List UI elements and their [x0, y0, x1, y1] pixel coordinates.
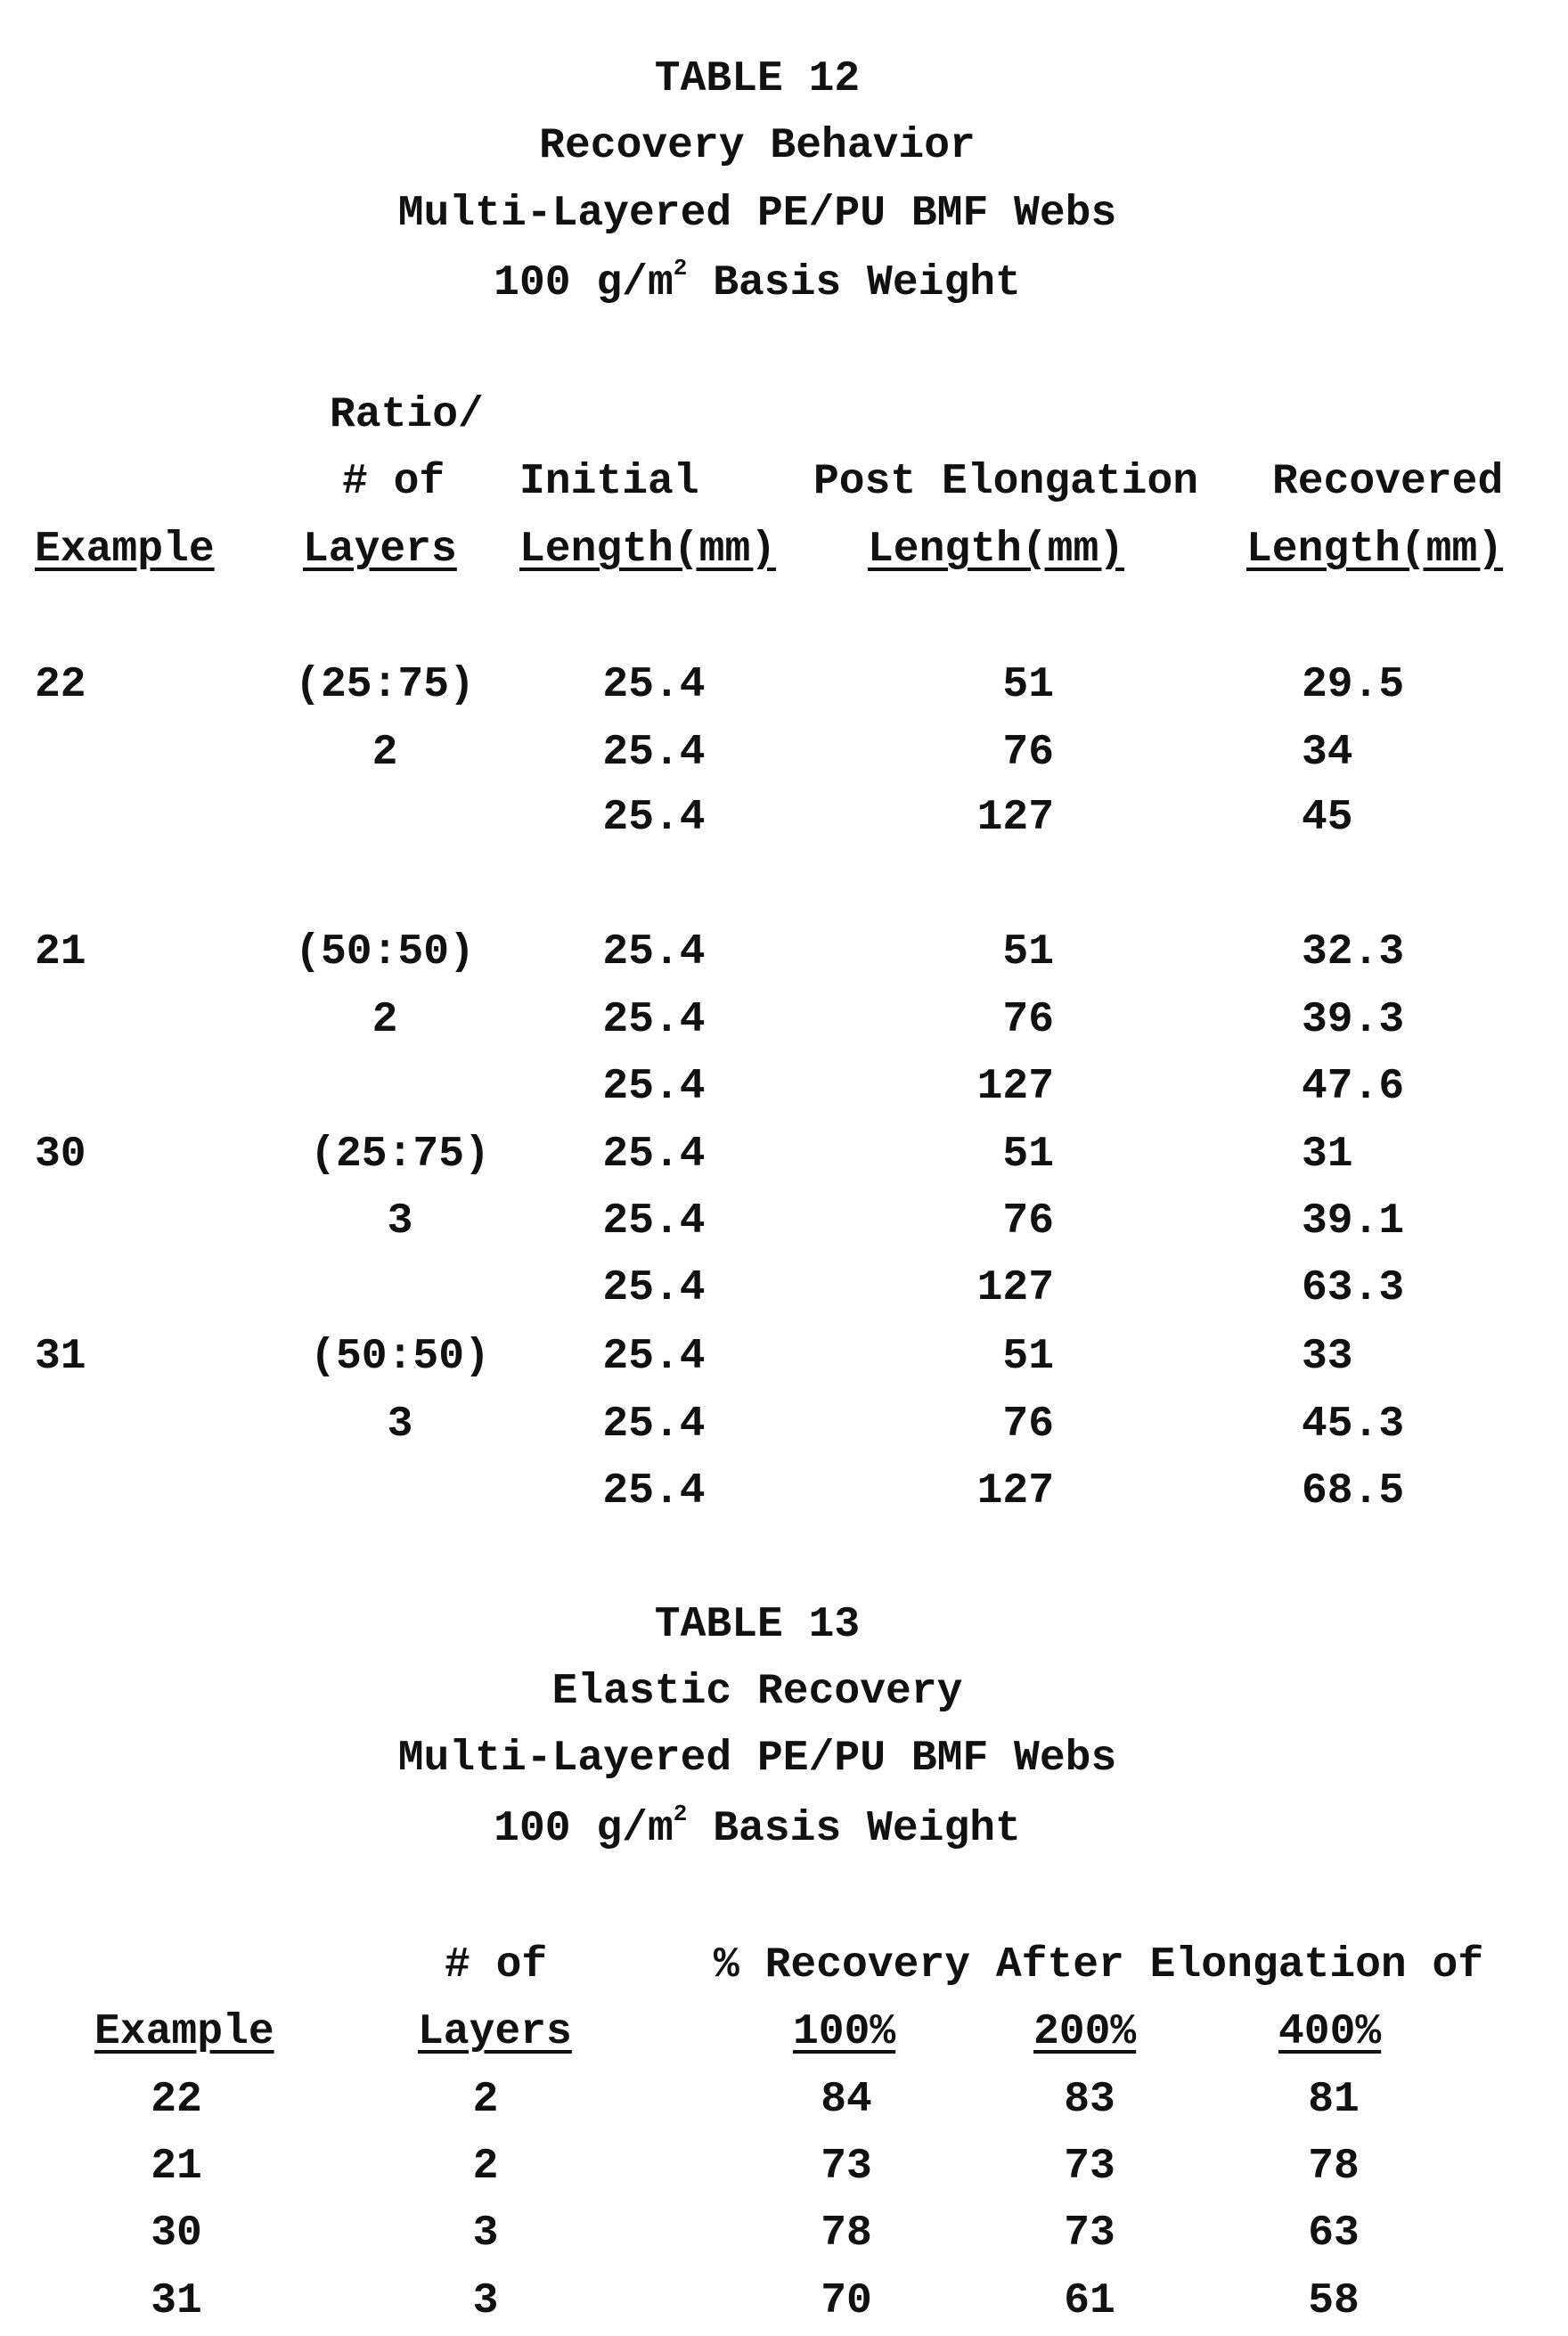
cell-initial-length: 25.4 [602, 664, 705, 707]
cell-example: 21 [35, 931, 86, 974]
basis-prefix: 100 g/m [494, 1805, 674, 1853]
cell-recovered-length: 68.5 [1302, 1470, 1404, 1513]
cell-recovered-length: 39.3 [1302, 999, 1404, 1041]
cell-recovered-length: 32.3 [1302, 931, 1404, 974]
cell-layers: 3 [473, 2280, 499, 2323]
cell-initial-length: 25.4 [602, 1066, 705, 1108]
col-header-200: 200% [1033, 2011, 1136, 2054]
table13-basis-weight [494, 1802, 1021, 1850]
col-header-recovered-length: Length(mm) [1246, 528, 1503, 571]
cell-post-elongation-length: 76 [1002, 1200, 1054, 1243]
cell-recovery-100: 70 [821, 2280, 872, 2323]
cell-recovered-length: 45.3 [1302, 1403, 1404, 1446]
col-header-example: Example [35, 528, 215, 571]
cell-recovered-length: 34 [1302, 731, 1353, 774]
table13-subtitle: Elastic Recovery [552, 1670, 963, 1713]
cell-post-elongation-length: 76 [1002, 999, 1054, 1041]
col-header-layers-of: # of [445, 1944, 547, 1987]
col-header-100: 100% [793, 2011, 895, 2054]
cell-ratio-layers: 2 [372, 731, 398, 774]
col-header-400: 400% [1278, 2011, 1381, 2054]
cell-initial-length: 25.4 [602, 1267, 705, 1310]
cell-recovery-200: 73 [1064, 2212, 1115, 2255]
col-header-recovery-group: % Recovery After Elongation of [714, 1944, 1483, 1987]
cell-initial-length: 25.4 [602, 1403, 705, 1446]
cell-recovered-length: 33 [1302, 1335, 1353, 1378]
table12-subtitle-material: Multi-Layered PE/PU BMF Webs [398, 192, 1117, 235]
cell-initial-length: 25.4 [602, 931, 705, 974]
cell-post-elongation-length: 76 [1002, 1403, 1054, 1446]
basis-prefix: 100 g/m [494, 259, 674, 307]
cell-recovery-200: 73 [1064, 2145, 1115, 2188]
basis-suffix: Basis Weight [687, 1805, 1020, 1853]
col-header-post-length: Length(mm) [868, 528, 1124, 571]
cell-recovered-length: 63.3 [1302, 1267, 1404, 1310]
cell-ratio-layers: (25:75) [310, 1133, 490, 1176]
cell-initial-length: 25.4 [602, 999, 705, 1041]
cell-example: 30 [35, 1133, 86, 1176]
col-header-post-elongation: Post Elongation [813, 461, 1198, 503]
table12-subtitle: Recovery Behavior [539, 125, 976, 167]
cell-post-elongation-length: 127 [977, 1267, 1054, 1310]
col-header-example: Example [94, 2011, 274, 2054]
table12-basis-weight [494, 257, 1021, 305]
cell-initial-length: 25.4 [602, 731, 705, 774]
cell-initial-length: 25.4 [602, 1200, 705, 1243]
cell-example: 30 [151, 2212, 202, 2255]
cell-example: 22 [35, 664, 86, 707]
cell-example: 21 [151, 2145, 202, 2188]
cell-recovery-100: 78 [821, 2212, 872, 2255]
cell-recovery-200: 61 [1064, 2280, 1115, 2323]
table13-subtitle-material: Multi-Layered PE/PU BMF Webs [398, 1737, 1117, 1780]
cell-example: 31 [35, 1335, 86, 1378]
col-header-initial-length: Length(mm) [519, 528, 776, 571]
cell-initial-length: 25.4 [602, 796, 705, 839]
cell-ratio-layers: 3 [388, 1403, 413, 1446]
cell-initial-length: 25.4 [602, 1335, 705, 1378]
col-header-layers: Layers [303, 528, 457, 571]
cell-recovery-400: 81 [1308, 2079, 1360, 2121]
cell-initial-length: 25.4 [602, 1133, 705, 1176]
cell-layers: 3 [473, 2212, 499, 2255]
basis-sup: 2 [674, 1801, 688, 1827]
col-header-ratio: Ratio/ [330, 394, 484, 437]
cell-recovered-length: 45 [1302, 796, 1353, 839]
cell-post-elongation-length: 127 [977, 796, 1054, 839]
table13-title: TABLE 13 [655, 1604, 860, 1646]
cell-recovered-length: 39.1 [1302, 1200, 1404, 1243]
cell-post-elongation-length: 51 [1002, 664, 1054, 707]
cell-post-elongation-length: 51 [1002, 1133, 1054, 1176]
cell-layers: 2 [473, 2079, 499, 2121]
cell-ratio-layers: (25:75) [295, 664, 475, 707]
col-header-layers: Layers [418, 2011, 572, 2054]
cell-ratio-layers: 2 [372, 999, 398, 1041]
cell-recovery-100: 84 [821, 2079, 872, 2121]
cell-recovery-400: 78 [1308, 2145, 1360, 2188]
table12-title: TABLE 12 [655, 58, 860, 101]
cell-post-elongation-length: 127 [977, 1066, 1054, 1108]
cell-layers: 2 [473, 2145, 499, 2188]
cell-ratio-layers: (50:50) [310, 1335, 490, 1378]
cell-recovery-400: 63 [1308, 2212, 1360, 2255]
cell-recovery-400: 58 [1308, 2280, 1360, 2323]
basis-suffix: Basis Weight [687, 259, 1020, 307]
cell-example: 31 [151, 2280, 202, 2323]
cell-recovered-length: 31 [1302, 1133, 1353, 1176]
cell-ratio-layers: 3 [388, 1200, 413, 1243]
col-header-initial: Initial [519, 461, 699, 503]
cell-example: 22 [151, 2079, 202, 2121]
col-header-recovered: Recovered [1272, 461, 1503, 503]
cell-recovered-length: 47.6 [1302, 1066, 1404, 1108]
cell-recovered-length: 29.5 [1302, 664, 1404, 707]
basis-sup: 2 [674, 255, 688, 282]
cell-ratio-layers: (50:50) [295, 931, 475, 974]
col-header-ratio-of: # of [342, 461, 445, 503]
cell-initial-length: 25.4 [602, 1470, 705, 1513]
cell-post-elongation-length: 76 [1002, 731, 1054, 774]
cell-recovery-200: 83 [1064, 2079, 1115, 2121]
cell-post-elongation-length: 51 [1002, 931, 1054, 974]
cell-recovery-100: 73 [821, 2145, 872, 2188]
cell-post-elongation-length: 51 [1002, 1335, 1054, 1378]
cell-post-elongation-length: 127 [977, 1470, 1054, 1513]
